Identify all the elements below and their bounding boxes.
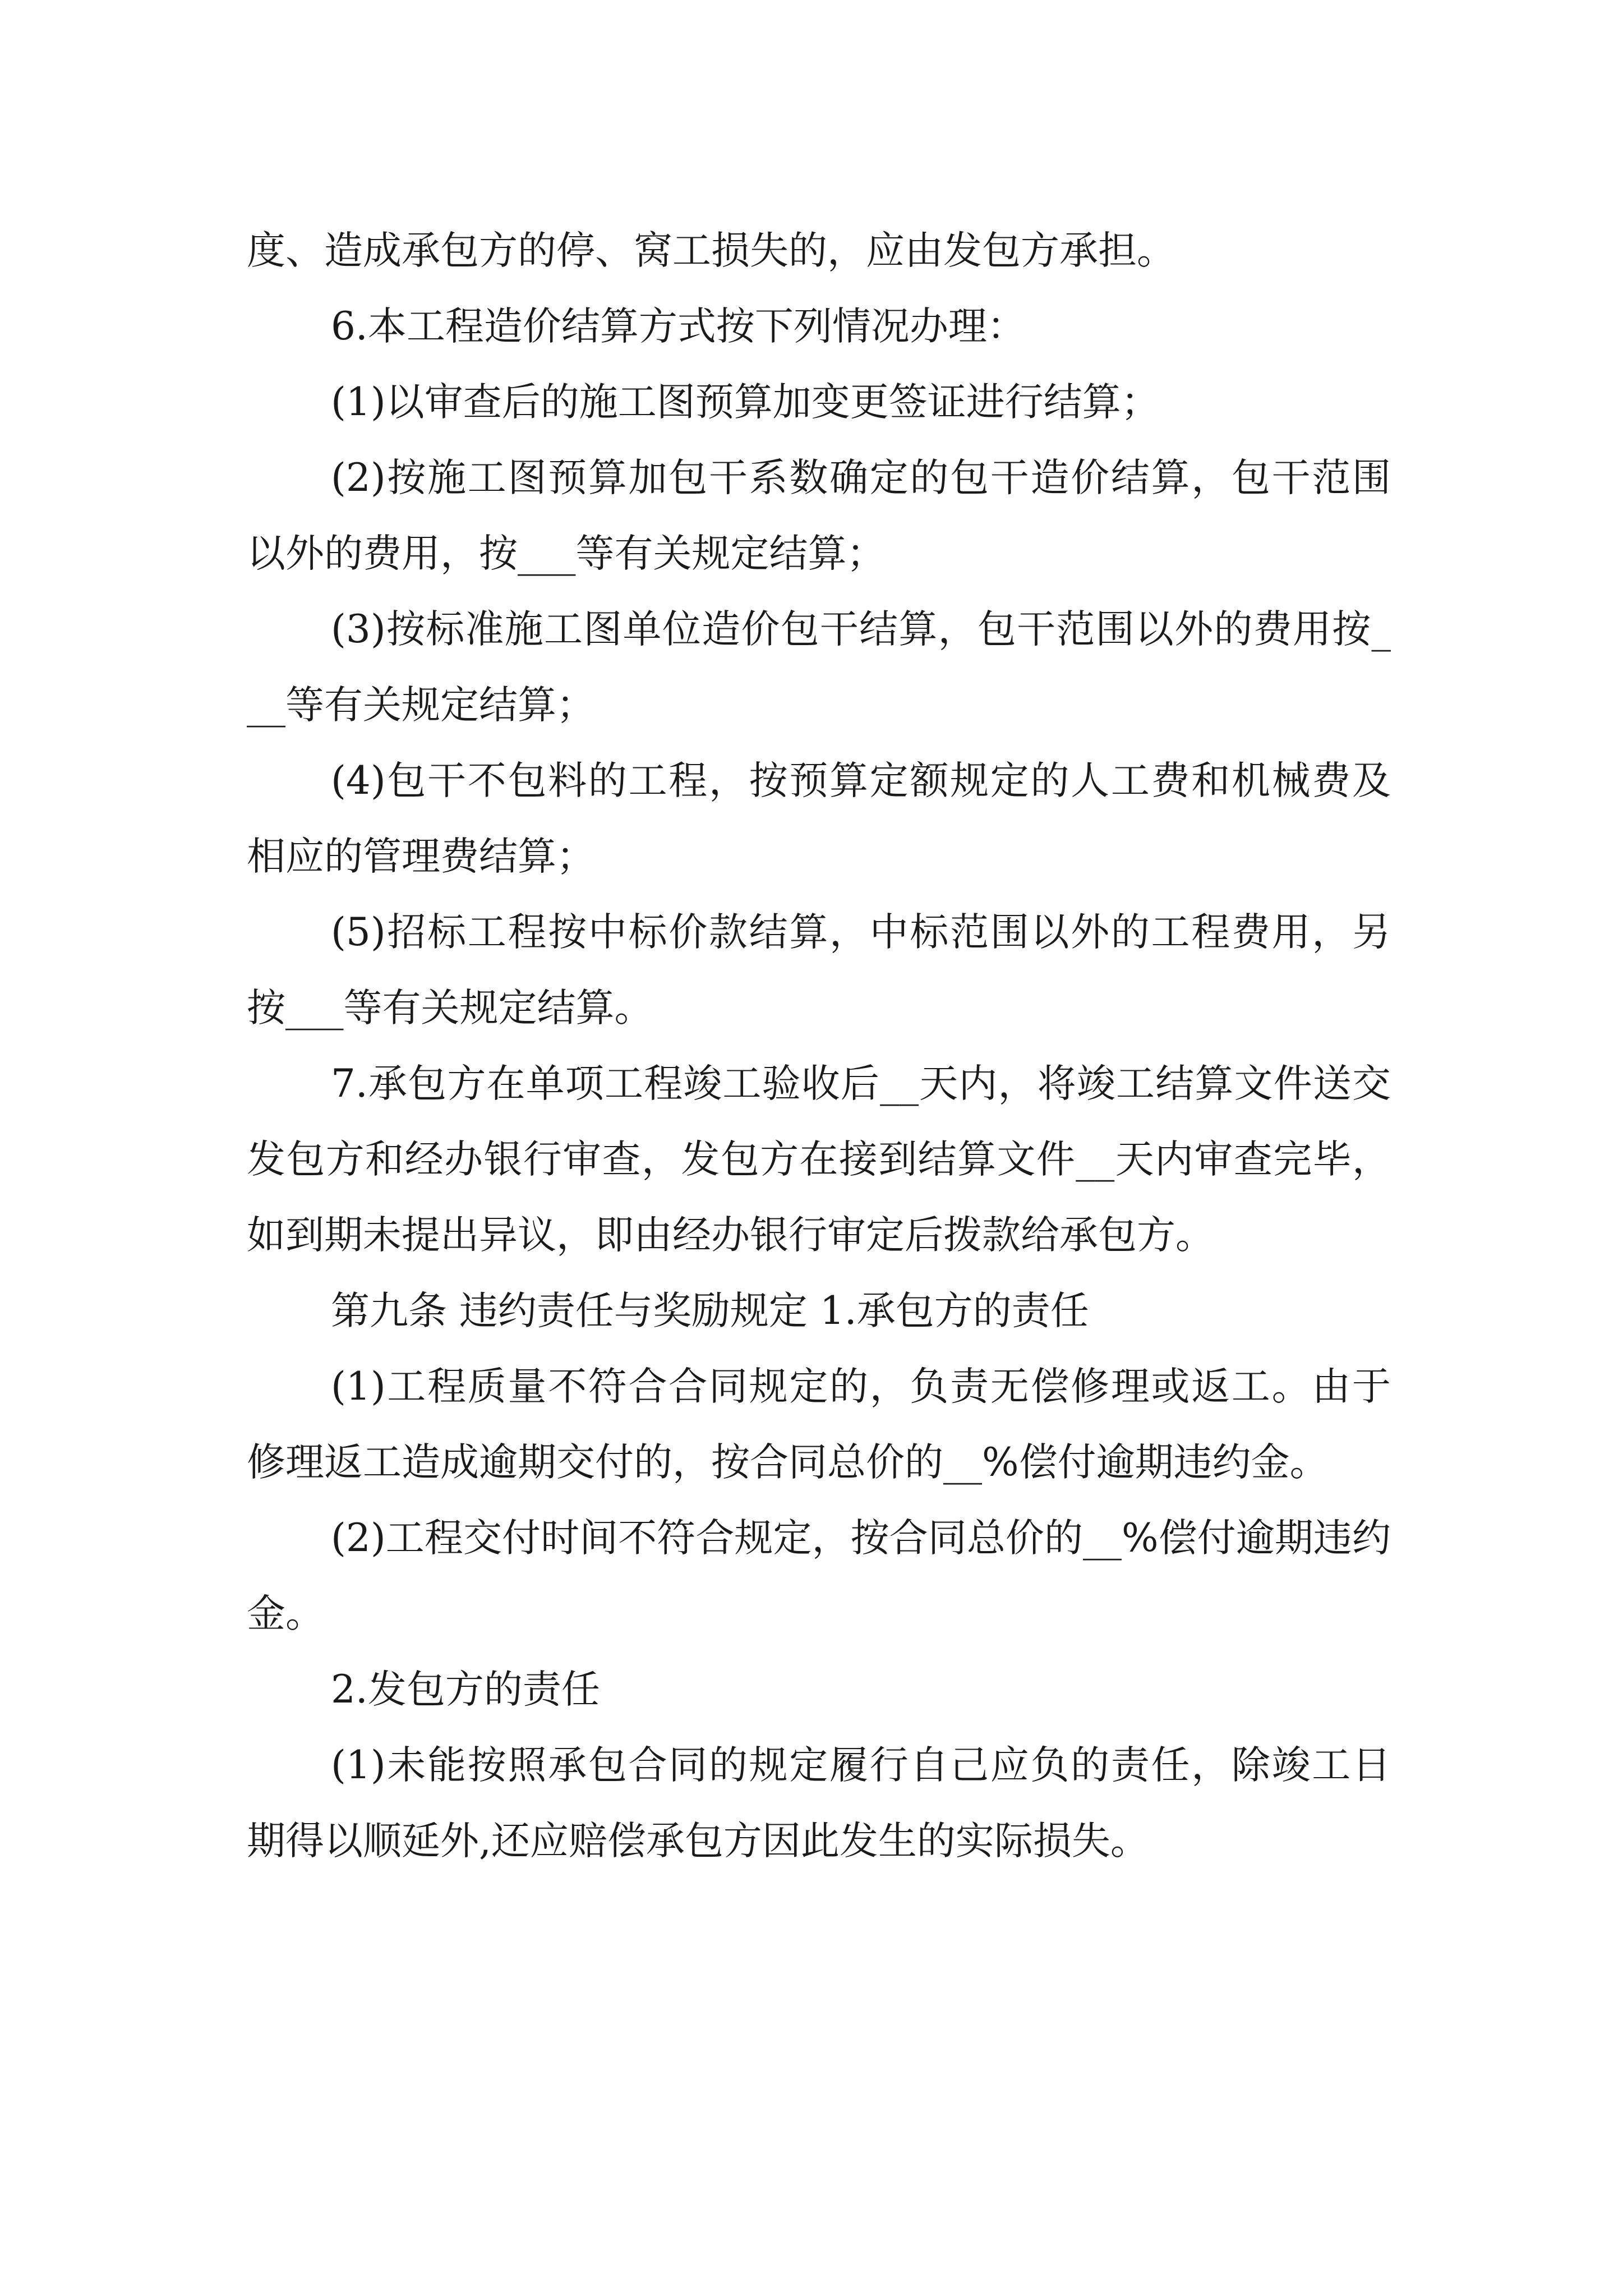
section-heading: 第九条 违约责任与奖励规定 1.承包方的责任 <box>331 1289 1089 1333</box>
document-body <box>247 213 1391 1879</box>
paragraph: (4)包干不包料的工程，按预算定额规定的人工费和机械费及相应的管理费结算； <box>247 758 1391 879</box>
paragraph: 6.本工程造价结算方式按下列情况办理： <box>331 304 1026 349</box>
paragraph: (2)工程交付时间不符合规定，按合同总价的__%偿付逾期违约金。 <box>247 1516 1391 1636</box>
paragraph: (3)按标准施工图单位造价包干结算，包干范围以外的费用按___等有关规定结算； <box>247 607 1391 728</box>
paragraph: (2)按施工图预算加包干系数确定的包干造价结算，包干范围以外的费用，按___等有关规定结算； <box>247 455 1391 576</box>
paragraph: (5)招标工程按中标价款结算，中标范围以外的工程费用，另按___等有关规定结算。 <box>247 910 1391 1030</box>
paragraph: 2.发包方的责任 <box>331 1667 600 1712</box>
paragraph: 度、造成承包方的停、窝工损失的，应由发包方承担。 <box>247 228 1175 273</box>
paragraph: 7.承包方在单项工程竣工验收后__天内，将竣工结算文件送交发包方和经办银行审查，发包方在接到结算文件__天内审查完毕，如到期未提出异议，即由经办银行审定后拨款给承包方。 <box>247 1061 1391 1258</box>
paragraph: (1)以审查后的施工图预算加变更签证进行结算； <box>331 380 1160 425</box>
paragraph: (1)未能按照承包合同的规定履行自己应负的责任，除竣工日期得以顺延外,还应赔偿承包方因此发生的实际损失。 <box>247 1743 1391 1864</box>
paragraph: (1)工程质量不符合合同规定的，负责无偿修理或返工。由于修理返工造成逾期交付的，按合同总价的__%偿付逾期违约金。 <box>247 1364 1391 1485</box>
